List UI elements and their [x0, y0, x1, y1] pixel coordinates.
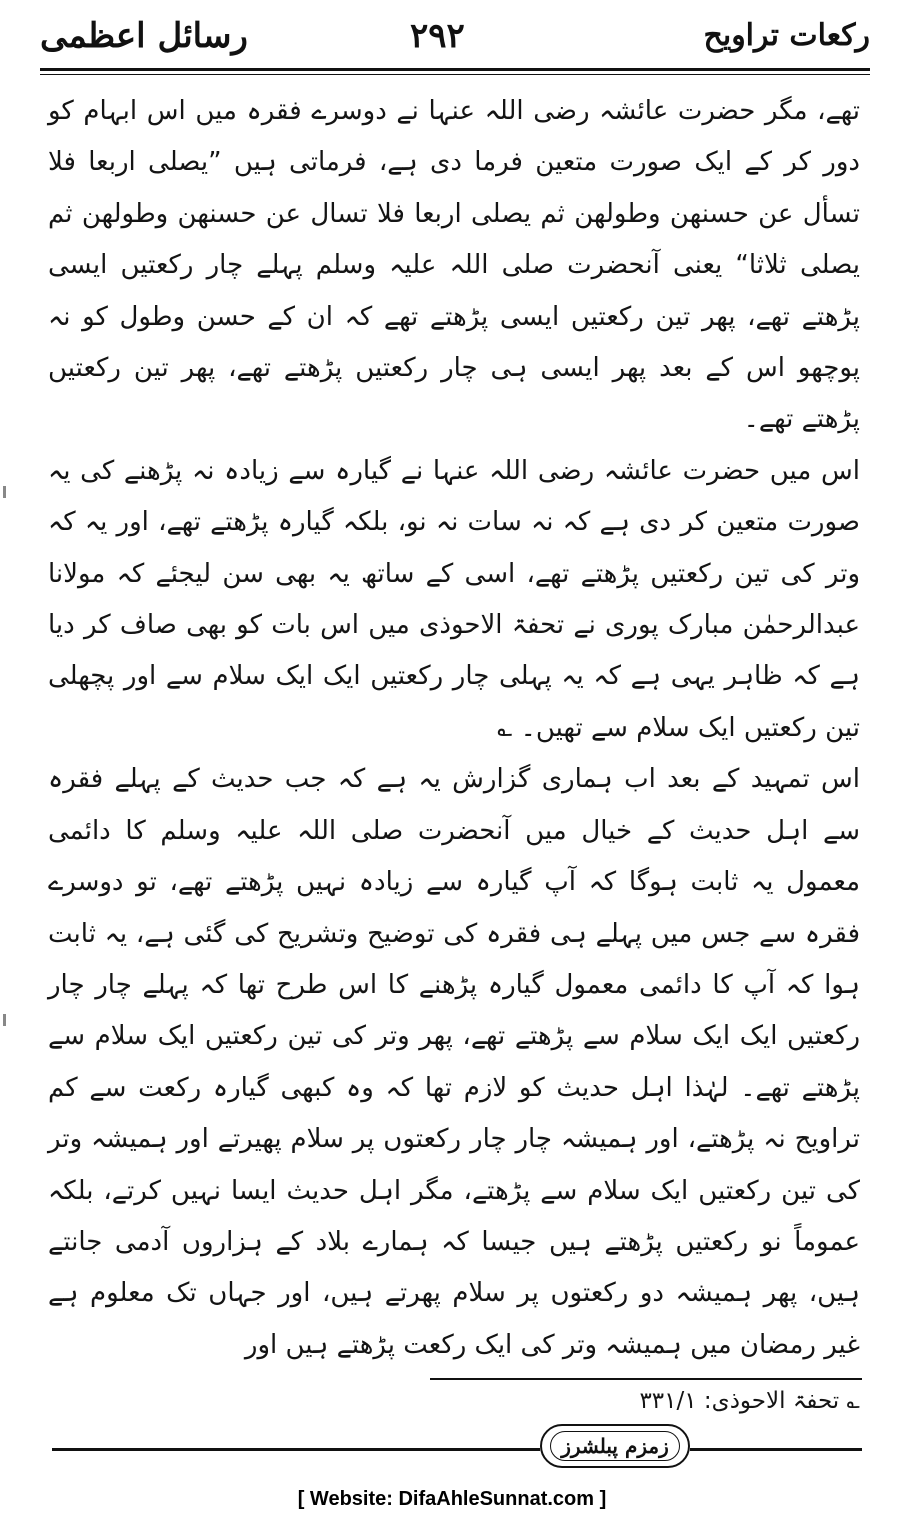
- scan-margin-mark: [3, 1014, 6, 1026]
- page-body: [48, 86, 860, 1371]
- page-header: [40, 10, 870, 72]
- paragraph-3: اس تمہید کے بعد اب ہماری گزارش یہ ہے کہ جب حدیث کے پہلے فقرہ سے اہل حدیث کے خیال میں آنحضرت صلی اللہ علیہ وسلم کا دائمی معمول یہ ثابت ہوگا کہ آپ گیارہ سے زیادہ نہیں پڑھتے تھے، تو دوسرے فقرہ سے جس میں پہلے ہی فقرہ کی توضیح وتشریح کی گئی ہے، یہ ثابت ہوا کہ آپ کا دائمی معمول گیارہ پڑھنے کا اس طرح تھا کہ پہلے چار چار رکعتیں ایک ایک سلام سے پڑھتے تھے، پھر وتر کی تین رکعتیں ایک سلام سے پڑھتے تھے۔ لہٰذا اہل حدیث کو لازم تھا کہ وہ کبھی گیارہ رکعت سے کم تراویح نہ پڑھتے، اور ہمیشہ چار چار رکعتوں پر سلام پھیرتے اور ہمیشہ وتر کی تین رکعتیں ایک سلام سے پڑھتے، مگر اہل حدیث ایسا نہیں کرتے، بلکہ عموماً نو رکعتیں پڑھتے ہیں جیسا کہ ہمارے بلاد کے ہزاروں آدمی جانتے ہیں، پھر ہمیشہ دو رکعتوں پر سلام پھرتے ہیں، اور جہاں تک معلوم ہے غیر رمضان میں ہمیشہ وتر کی ایک رکعت پڑھتے ہیں اور: [48, 764, 860, 1360]
- header-divider: [40, 68, 870, 71]
- footer-divider-right: [690, 1448, 862, 1451]
- footer-divider-left: [52, 1448, 540, 1451]
- chapter-title: رکعات تراویح: [703, 18, 870, 53]
- paragraph-2: اس میں حضرت عائشہ رضی اللہ عنہا نے گیارہ سے زیادہ نہ پڑھنے کی یہ صورت متعین کر دی ہے کہ نہ سات نہ نو، بلکہ گیارہ پڑھتے تھے، اور یہ کہ وتر کی تین رکعتیں پڑھتے تھے، اسی کے ساتھ یہ بھی سن لیجئے کہ مولانا عبدالرحمٰن مبارک پوری نے تحفۃ الاحوذی میں اس بات کو بھی صاف کر دیا ہے کہ ظاہر یہی ہے کہ یہ پہلی چار رکعتیں ایک ایک سلام سے اور پچھلی تین رکعتیں ایک سلام سے تھیں۔ ؎: [48, 455, 860, 743]
- publisher-name: زمزم پبلشرز: [550, 1431, 680, 1461]
- page-number: ۲۹۲: [410, 16, 465, 56]
- scan-margin-mark: [3, 486, 6, 498]
- publisher-logo: [540, 1424, 690, 1468]
- book-title: رسائل اعظمی: [40, 16, 248, 56]
- paragraph-1: تھے، مگر حضرت عائشہ رضی اللہ عنہا نے دوسرے فقرہ میں اس ابہام کو دور کر کے ایک صورت متعین فرما دی ہے، فرماتی ہیں ”یصلی اربعا فلا تسأل عن حسنهن وطولهن ثم یصلی اربعا فلا تسال عن حسنهن وطولهن ثم یصلی ثلاثا“ یعنی آنحضرت صلی اللہ علیہ وسلم پہلے چار رکعتیں ایسی پڑھتے تھے، پھر تین رکعتیں ایسی پڑھتے تھے کہ ان کے حسن وطول کو نہ پوچھو اس کے بعد پھر ایسی ہی چار رکعتیں پڑھتے تھے، پھر تین رکعتیں پڑھتے تھے۔: [48, 96, 860, 435]
- footnote-divider: [430, 1378, 862, 1380]
- footnote: ؎ تحفۃ الاحوذی: ۳۳۱/۱: [639, 1388, 860, 1414]
- website-caption[interactable]: [ Website: DifaAhleSunnat.com ]: [297, 1488, 607, 1510]
- header-divider-thin: [40, 74, 870, 75]
